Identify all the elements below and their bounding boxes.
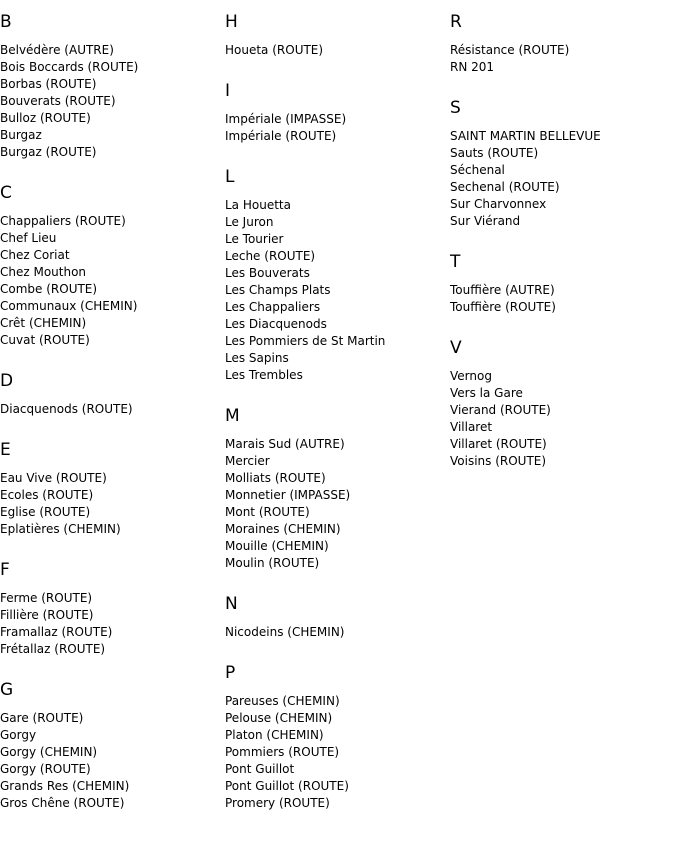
street-index-column-3 [450,0,601,470]
street-link[interactable]: Sauts (ROUTE) [450,146,539,160]
street-list [225,197,385,384]
letter-section-h [225,12,385,59]
street-link[interactable]: Framallaz (ROUTE) [0,625,113,639]
street-link[interactable]: Crêt (CHEMIN) [0,316,87,330]
street-link[interactable]: Moulin (ROUTE) [225,556,320,570]
street-list [0,470,138,538]
section-letter-heading: G [0,680,14,700]
street-link[interactable]: Gare (ROUTE) [0,711,84,725]
street-index-column-1 [0,0,138,812]
street-link[interactable]: Touffière (AUTRE) [450,283,555,297]
letter-section-n [225,594,385,641]
section-letter-heading: F [0,560,10,580]
street-link[interactable]: Vers la Gare [450,386,523,400]
letter-section-r [450,12,601,76]
street-link[interactable]: Le Juron [225,215,274,229]
street-link[interactable]: Promery (ROUTE) [225,796,330,810]
letter-section-t [450,252,601,316]
street-link[interactable]: Pelouse (CHEMIN) [225,711,333,725]
letter-section-i [225,81,385,145]
section-letter-heading: L [225,167,235,187]
street-link[interactable]: Impériale (ROUTE) [225,129,337,143]
street-link[interactable]: Grands Res (CHEMIN) [0,779,130,793]
street-link[interactable]: Gorgy [0,728,37,742]
street-link[interactable]: Eplatières (CHEMIN) [0,522,121,536]
street-list [225,624,385,641]
street-link[interactable]: Vernog [450,369,492,383]
street-link[interactable]: Mont (ROUTE) [225,505,310,519]
section-letter-heading: S [450,98,461,118]
section-letter-heading: H [225,12,238,32]
street-link[interactable]: Ecoles (ROUTE) [0,488,94,502]
street-link[interactable]: Gorgy (CHEMIN) [0,745,98,759]
street-link[interactable]: Communaux (CHEMIN) [0,299,138,313]
street-link[interactable]: La Houetta [225,198,291,212]
street-link[interactable]: Vierand (ROUTE) [450,403,551,417]
street-link[interactable]: Les Chappaliers [225,300,321,314]
street-link[interactable]: Moraines (CHEMIN) [225,522,341,536]
street-link[interactable]: Les Pommiers de St Martin [225,334,386,348]
letter-section-e [0,440,138,538]
street-link[interactable]: Combe (ROUTE) [0,282,98,296]
letter-section-c [0,183,138,349]
street-link[interactable]: Chef Lieu [0,231,57,245]
street-list [0,401,138,418]
section-letter-heading: E [0,440,11,460]
street-link[interactable]: Les Trembles [225,368,303,382]
street-list [225,111,385,145]
street-link[interactable]: Résistance (ROUTE) [450,43,570,57]
street-link[interactable]: SAINT MARTIN BELLEVUE [450,129,601,143]
letter-section-v [450,338,601,470]
street-link[interactable]: Nicodeins (CHEMIN) [225,625,345,639]
street-link[interactable]: Sur Charvonnex [450,197,547,211]
section-letter-heading: R [450,12,462,32]
street-link[interactable]: Bois Boccards (ROUTE) [0,60,139,74]
street-list [0,590,138,658]
street-link[interactable]: Chez Mouthon [0,265,87,279]
letter-section-b [0,12,138,161]
section-letter-heading: P [225,663,236,683]
street-link[interactable]: Gros Chêne (ROUTE) [0,796,125,810]
street-link[interactable]: Gorgy (ROUTE) [0,762,91,776]
street-link[interactable]: Sur Viérand [450,214,521,228]
letter-section-g [0,680,138,812]
street-link[interactable]: Sechenal (ROUTE) [450,180,560,194]
street-link[interactable]: Impériale (IMPASSE) [225,112,347,126]
section-letter-heading: I [225,81,231,101]
section-letter-heading: D [0,371,14,391]
letter-section-f [0,560,138,658]
street-list [0,710,138,812]
section-letter-heading: C [0,183,12,203]
street-link[interactable]: Villaret (ROUTE) [450,437,547,451]
street-link[interactable]: Monnetier (IMPASSE) [225,488,351,502]
street-link[interactable]: Burgaz (ROUTE) [0,145,97,159]
street-list [0,42,138,161]
street-list [450,282,601,316]
street-link[interactable]: Frétallaz (ROUTE) [0,642,106,656]
street-link[interactable]: Mercier [225,454,270,468]
street-list [450,42,601,76]
street-link[interactable]: Marais Sud (AUTRE) [225,437,345,451]
street-link[interactable]: Chez Coriat [0,248,70,262]
section-letter-heading: T [450,252,461,272]
street-link[interactable]: Chappaliers (ROUTE) [0,214,126,228]
street-link[interactable]: Houeta (ROUTE) [225,43,324,57]
street-link[interactable]: Eau Vive (ROUTE) [0,471,107,485]
street-link[interactable]: Pareuses (CHEMIN) [225,694,340,708]
street-link[interactable]: Séchenal [450,163,505,177]
street-link[interactable]: Molliats (ROUTE) [225,471,326,485]
street-link[interactable]: Les Sapins [225,351,289,365]
street-link[interactable]: Mouille (CHEMIN) [225,539,329,553]
letter-section-l [225,167,385,384]
letter-section-m [225,406,385,572]
street-list [450,368,601,470]
street-link[interactable]: Les Diacquenods [225,317,327,331]
street-link[interactable]: Touffière (ROUTE) [450,300,556,314]
street-link[interactable]: RN 201 [450,60,495,74]
street-link[interactable]: Fillière (ROUTE) [0,608,94,622]
section-letter-heading: B [0,12,12,32]
street-link[interactable]: Cuvat (ROUTE) [0,333,90,347]
street-list [0,213,138,349]
section-letter-heading: M [225,406,240,426]
section-letter-heading: V [450,338,462,358]
street-link[interactable]: Le Tourier [225,232,284,246]
street-link[interactable]: Burgaz [0,128,42,142]
street-link[interactable]: Belvédère (AUTRE) [0,43,114,57]
street-list [450,128,601,230]
street-link[interactable]: Pont Guillot [225,762,295,776]
street-link[interactable]: Leche (ROUTE) [225,249,316,263]
street-link[interactable]: Pommiers (ROUTE) [225,745,340,759]
section-letter-heading: N [225,594,238,614]
street-link[interactable]: Platon (CHEMIN) [225,728,324,742]
street-link[interactable]: Borbas (ROUTE) [0,77,97,91]
letter-section-d [0,371,138,418]
street-link[interactable]: Bouverats (ROUTE) [0,94,116,108]
street-link[interactable]: Eglise (ROUTE) [0,505,91,519]
street-link[interactable]: Voisins (ROUTE) [450,454,547,468]
street-list [225,436,385,572]
letter-section-p [225,663,385,812]
street-list [225,693,385,812]
street-link[interactable]: Ferme (ROUTE) [0,591,93,605]
street-link[interactable]: Les Champs Plats [225,283,331,297]
street-link[interactable]: Diacquenods (ROUTE) [0,402,133,416]
street-link[interactable]: Pont Guillot (ROUTE) [225,779,349,793]
street-index-column-2 [225,0,385,812]
street-list [225,42,385,59]
letter-section-s [450,98,601,230]
street-link[interactable]: Villaret [450,420,493,434]
street-link[interactable]: Les Bouverats [225,266,310,280]
street-link[interactable]: Bulloz (ROUTE) [0,111,91,125]
